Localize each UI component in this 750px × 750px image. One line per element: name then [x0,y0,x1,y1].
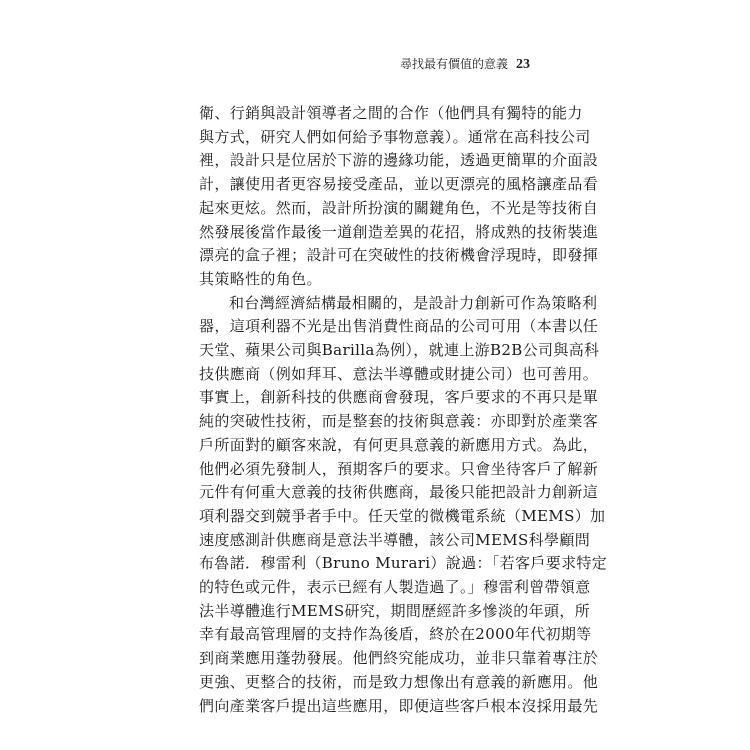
paragraph-1 [199,102,599,292]
text-line: 與方式，研究人們如何給予事物意義）。通常在高科技公司 [199,127,591,146]
text-line: 漂亮的盒子裡；設計可在突破性的技術機會浮現時，即發揮 [199,246,599,265]
text-line: 到商業應用蓬勃發展。他們終究能成功，並非只靠着專注於 [199,649,599,668]
text-line: 技供應商（例如拜耳、意法半導體或財捷公司）也可善用。 [199,364,599,383]
text-line: 項利器交到競爭者手中。任天堂的微機電系統（MEMS）加 [199,506,606,525]
text-line: 法半導體進行MEMS研究，期間歷經許多慘淡的年頭，所 [199,601,591,620]
text-line: 計，讓使用者更容易接受產品，並以更漂亮的風格讓產品看 [199,175,599,194]
text-line: 事實上，創新科技的供應商會發現，客戶要求的不再只是單 [199,388,599,407]
text-line: 器，這項利器不光是出售消費性商品的公司可用（本書以任 [199,317,599,336]
text-line: 他們必須先發制人，預期客戶的要求。只會坐待客戶了解新 [199,459,599,478]
text-line: 和台灣經濟結構最相關的，是設計力創新可作為策略利 [229,293,598,312]
text-line: 元件有何重大意義的技術供應商，最後只能把設計力創新這 [199,483,599,502]
body-text [199,102,608,718]
running-header [200,55,530,73]
text-line: 起來更炫。然而，設計所扮演的關鍵角色，不光是等技術自 [199,198,599,217]
text-line: 其策略性的角色。 [199,269,322,288]
text-line: 們向產業客戶提出這些應用，即便這些客戶根本沒採用最先 [199,696,599,715]
text-line: 天堂、蘋果公司與Barilla為例），就連上游B2B公司與高科 [199,341,600,360]
text-line: 純的突破性技術，而是整套的技術與意義：亦即對於產業客 [199,412,599,431]
chapter-title: 尋找最有價值的意義 [399,57,508,71]
text-line: 裡，設計只是位居於下游的邊緣功能，透過更簡單的介面設 [199,151,599,170]
text-line: 速度感測計供應商是意法半導體，該公司MEMS科學顧問 [199,530,591,549]
text-line: 布魯諾．穆雷利（Bruno Murari）說過：「若客戶要求特定 [199,554,608,573]
text-line: 戶所面對的顧客來說，有何更具意義的新應用方式。為此， [199,435,599,454]
page-number: 23 [516,57,530,72]
text-line: 幸有最高管理層的支持作為後盾，終於在2000年代初期等 [199,625,592,644]
text-line: 然發展後當作最後一道創造差異的花招，將成熟的技術裝進 [199,222,599,241]
text-line: 更強、更整合的技術，而是致力想像出有意義的新應用。他 [199,672,599,691]
text-line: 的特色或元件，表示已經有人製造過了。」穆雷利曾帶領意 [199,578,591,597]
paragraph-2 [199,292,608,719]
text-line: 衛、行銷與設計領導者之間的合作（他們具有獨特的能力 [199,104,583,122]
